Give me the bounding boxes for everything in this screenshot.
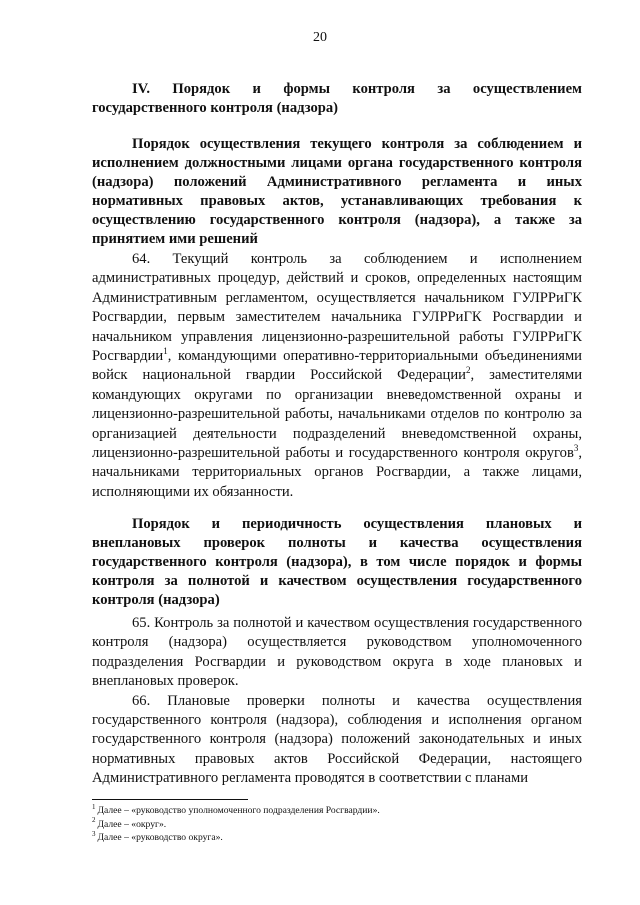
footnote-mark: 1: [92, 802, 96, 811]
footnote: [92, 818, 592, 832]
section-title-block: [92, 80, 582, 118]
paragraph-64-text-3: , заместителями командующих округами по организации вневедомственной охраны и лицензионно-разрешительной работы, начальниками отделов по контролю за организацией деятельности подразделений вневедомственной охраны, лицензионно-разрешительной работы и государственного контроля округов: [92, 367, 583, 462]
paragraph-65: 65. Контроль за полнотой и качеством осуществления государственного контроля (надзора) осуществляется руководством уполномоченного подразделения Росгвардии и руководством округа в ходе плановых и внеплановых проверок.: [92, 615, 582, 690]
footnote-mark: 2: [92, 816, 96, 825]
footnote-text: Далее – «руководство округа».: [97, 832, 223, 843]
page-number: 20: [313, 30, 327, 45]
footnote-text: Далее – «округ».: [97, 818, 167, 830]
footnote: [92, 831, 592, 845]
footnote-ref-2: 2: [466, 365, 471, 376]
paragraph-64-text-2: , командующими оперативно-территориальными объединениями войск национальной гвардии Российской Федерации: [92, 348, 582, 384]
section-title: IV. Порядок и формы контроля за осуществлением государственного контроля (надзора): [92, 81, 582, 116]
footnote-text: Далее – «руководство уполномоченного подразделения Росгвардии».: [97, 805, 380, 816]
footnote-mark: 3: [92, 829, 96, 838]
subheading-inspections-block: [92, 515, 582, 610]
footnotes: [92, 804, 592, 845]
footnote: [92, 804, 592, 818]
footnote-separator: [92, 799, 248, 800]
footnote-ref-1: 1: [163, 346, 168, 357]
paragraph-64-text-1: 64. Текущий контроль за соблюдением и исполнением административных процедур, действий и сроков, определенных настоящим Административным регламентом, осуществляется начальником ГУЛРРиГК Росгвардии, первым заместителем начальника ГУЛРРиГК Росгвардии и начальником управления лицензионно-разрешительной работы ГУЛРРиГК Росгвардии: [92, 251, 582, 365]
subheading-inspections: Порядок и периодичность осуществления плановых и внеплановых проверок полноты и качества осуществления государственного контроля (надзора), в том числе порядок и формы контроля за полнотой и качеством осуществления государственного контроля (надзора): [92, 516, 582, 608]
subheading-current-control-block: [92, 135, 582, 249]
paragraph-65-block: [92, 614, 582, 789]
subheading-current-control: Порядок осуществления текущего контроля за соблюдением и исполнением должностными лицами органа государственного контроля (надзора) положений Административного регламента и иных нормативных правовых актов, устанавливающих требования к осуществлению государственного контроля (надзора), а также за принятием ими решений: [92, 136, 582, 247]
paragraph-64-block: [92, 250, 582, 502]
paragraph-64: [92, 250, 582, 502]
paragraph-66: 66. Плановые проверки полноты и качества осуществления государственного контроля (надзора), соблюдения и исполнения органом государственного контроля (надзора) положений законодательных и иных нормативных правовых актов Российской Федерации, настоящего Административного регламента проводятся в соответствии с планами: [92, 692, 582, 787]
paragraph-64-text-4: , начальниками территориальных органов Росгвардии, а также лицами, исполняющими их обязанности.: [92, 445, 582, 500]
footnote-ref-3: 3: [573, 443, 579, 454]
